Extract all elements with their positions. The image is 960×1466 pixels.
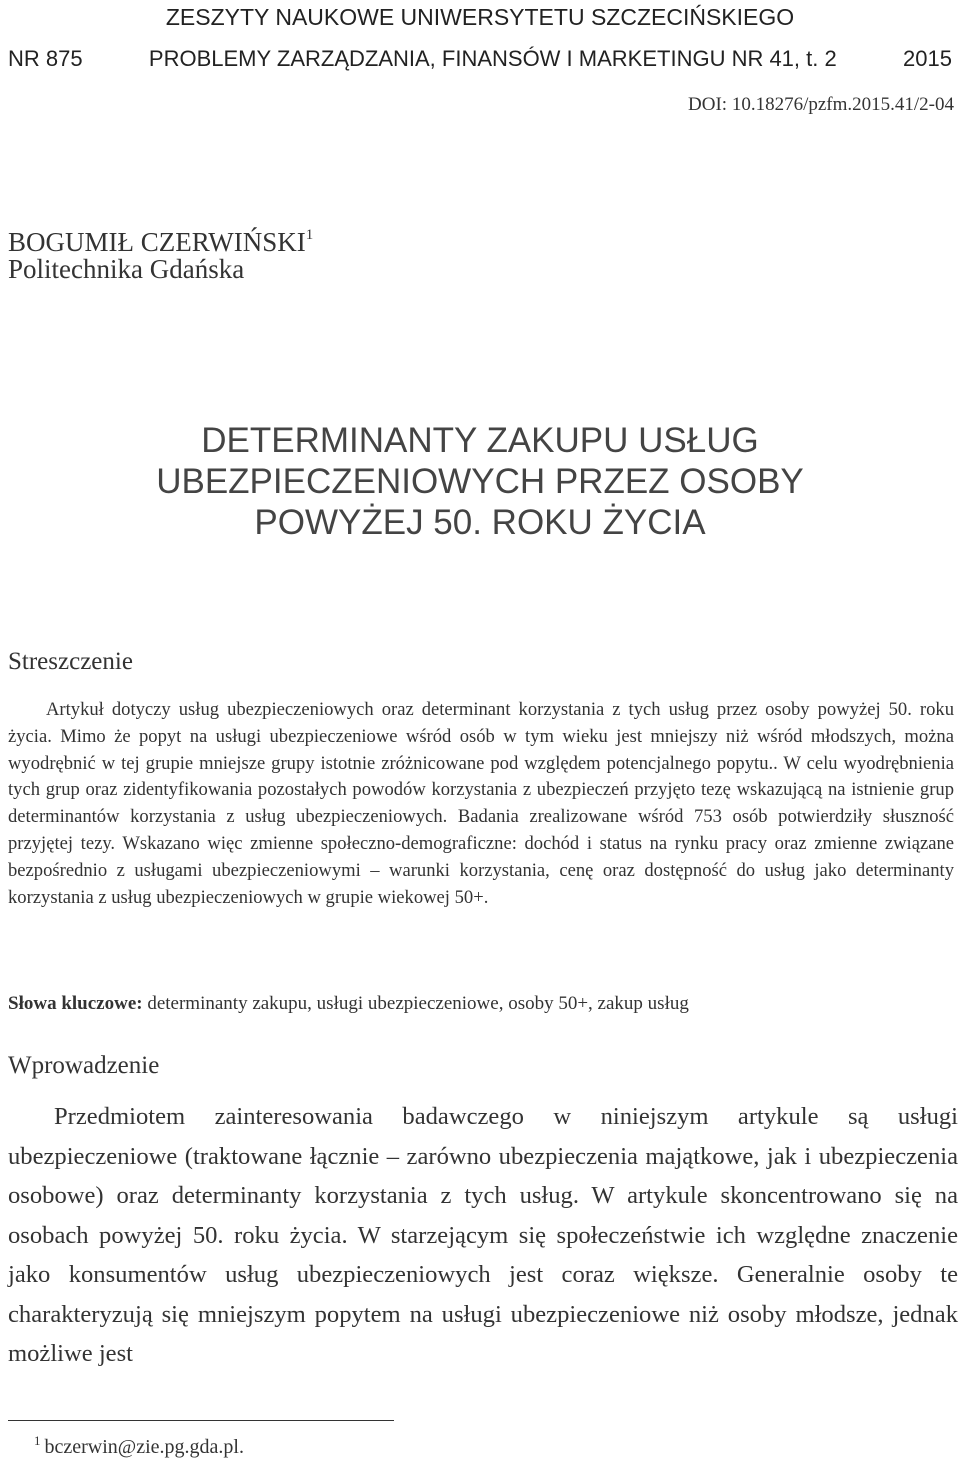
title-line-1: DETERMINANTY ZAKUPU USŁUG [201,421,759,460]
author-name-text: BOGUMIŁ CZERWIŃSKI [8,227,306,257]
footnote-mark: 1 [34,1433,41,1448]
keywords [8,993,954,1015]
footnote-email: bczerwin@zie.pg.gda.pl. [44,1436,244,1458]
title-line-3: POWYŻEJ 50. ROKU ŻYCIA [254,503,706,542]
introduction-body [8,1097,958,1374]
author-affiliation: Politechnika Gdańska [8,254,245,284]
author-footnote-mark: 1 [305,227,314,243]
doi: DOI: 10.18276/pzfm.2015.41/2-04 [688,94,954,115]
introduction-heading: Wprowadzenie [8,1052,160,1079]
journal-title: ZESZYTY NAUKOWE UNIWERSYTETU SZCZECIŃSKIEGO [165,4,795,30]
abstract-heading: Streszczenie [8,648,133,675]
introduction-text: Przedmiotem zainteresowania badawczego w niniejszym artykule są usługi ubezpieczeniowe (traktowane łącznie – zarówno ubezpieczenia majątkowe, jak i ubezpieczenia osobowe) oraz determinanty korzystania z tych usług. W artykule skoncentrowano się na osobach powyżej 50. roku życia. W starzejącym się społeczeństwie ich względne znaczenie jako konsumentów usług ubezpieczeniowych jest coraz większe. Generalnie osoby te charakteryzują się mniejszym popytem na usługi ubezpieczeniowe niż osoby młodsze, jednak możliwe jest [8,1103,958,1367]
article-title [0,420,960,543]
abstract-text: Artykuł dotyczy usług ubezpieczeniowych oraz determinant korzystania z tych usług przez osoby powyżej 50. roku życia. Mimo że popyt na usługi ubezpieczeniowe wśród osób w tym wieku jest mniejszy niż wśród młodszych, można wyodrębnić w tej grupie mniejsze grupy istotnie zróżnicowane pod względem potencjalnego popytu.. W celu wyodrębnienia tych grup oraz zidentyfikowania pozostałych powodów korzystania z ubezpieczeń przyjęto tezę wskazującą na istnienie grup determinantów korzystania z usług ubezpieczeniowych. Badania zrealizowane wśród 753 osób potwierdziły słuszność przyjętej tezy. Wskazano więc zmienne społeczno-demograficzne: dochód i status na rynku pracy oraz zmienne związane bezpośrednio z usługami ubezpieczeniowymi – warunki korzystania, cenę oraz dostępność do usług jako determinanty korzystania z usług ubezpieczeniowych w grupie wiekowej 50+. [8,699,954,908]
abstract-body [8,697,954,911]
keywords-label: Słowa kluczowe: [8,993,143,1014]
title-line-2: UBEZPIECZENIOWYCH PRZEZ OSOBY [156,462,804,501]
footnote [34,1433,244,1459]
issue-year: 2015 [903,46,952,71]
keywords-text: determinanty zakupu, usługi ubezpieczeniowe, osoby 50+, zakup usług [142,993,689,1014]
series-row [8,46,952,76]
series-title: PROBLEMY ZARZĄDZANIA, FINANSÓW I MARKETINGU NR 41, t. 2 [148,46,837,71]
footnote-divider [8,1420,394,1421]
issue-number: NR 875 [8,46,83,71]
